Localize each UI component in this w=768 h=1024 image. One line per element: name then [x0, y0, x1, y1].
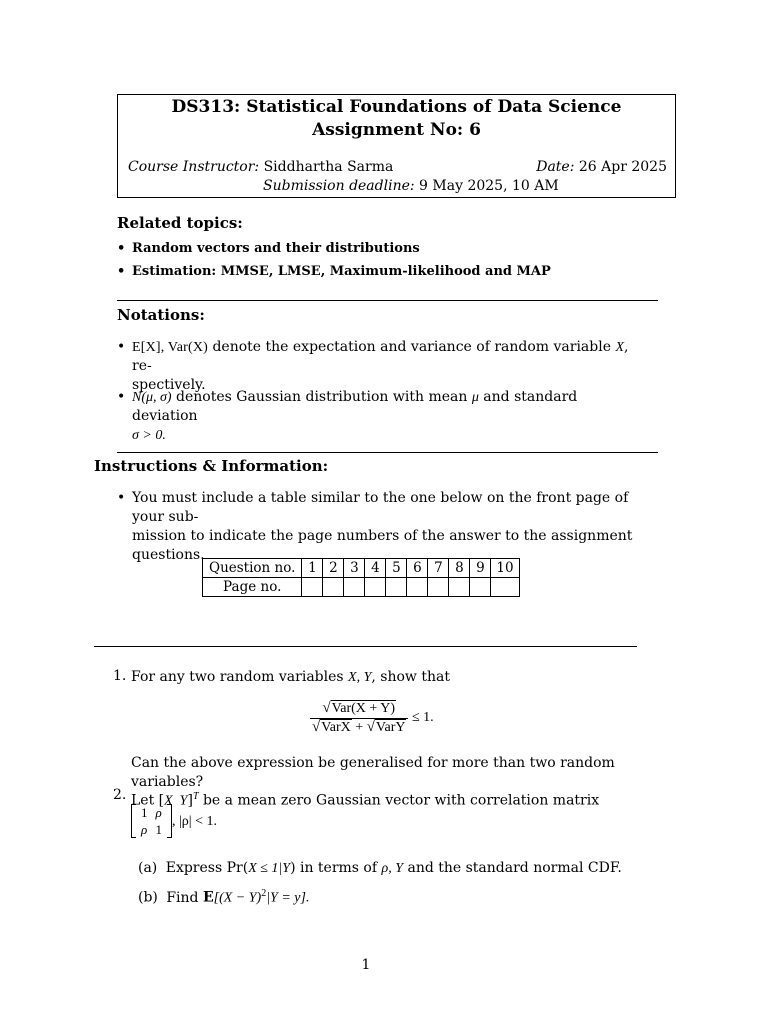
- instructor-label: Course Instructor:: [128, 159, 260, 175]
- table-cell: 10: [491, 559, 519, 578]
- related-topics-title: Related topics:: [117, 214, 243, 232]
- related-item-1: • Random vectors and their distributions: [117, 241, 420, 256]
- table-cell: [428, 578, 449, 597]
- expectation-variance-symbols: E[X], Var(X): [132, 340, 209, 355]
- table-row: [203, 578, 520, 597]
- correlation-matrix-block: 1 ρ ρ 1 , |ρ| < 1.: [131, 804, 217, 838]
- table-cell: [407, 578, 428, 597]
- notations-title: Notations:: [117, 306, 205, 324]
- table-row-header: Page no.: [203, 578, 302, 597]
- divider: [117, 300, 658, 301]
- bullet-icon: •: [117, 264, 126, 279]
- question-1-intro: For any two random variables X, Y, show that: [131, 669, 450, 685]
- instructor-name: Siddhartha Sarma: [263, 159, 394, 175]
- question-2a: (a) Express Pr(X ≤ 1|Y) in terms of ρ, Y and the standard normal CDF.: [138, 860, 622, 876]
- table-row: [203, 559, 520, 578]
- table-cell: 1: [302, 559, 323, 578]
- table-cell: 6: [407, 559, 428, 578]
- table-cell: [344, 578, 365, 597]
- date: [536, 159, 667, 175]
- notation-item-1: • E[X], Var(X) denote the expectation and variance of random variable X, re- spectively.: [117, 339, 629, 393]
- deadline-value: 9 May 2025, 10 AM: [419, 178, 559, 194]
- related-item-2: • Estimation: MMSE, LMSE, Maximum-likelihood and MAP: [117, 264, 551, 279]
- question-1-number: 1.: [113, 668, 127, 684]
- bullet-icon: •: [117, 389, 126, 405]
- question-2-intro: Let [X Y]$^T$ be a mean zero Gaussian vector with correlation matrix: [131, 791, 600, 809]
- table-cell: 8: [449, 559, 470, 578]
- divider: [117, 452, 658, 453]
- table-row-header: Question no.: [203, 559, 302, 578]
- question-2-number: 2.: [113, 787, 127, 803]
- instructions-title: Instructions & Information:: [94, 457, 329, 475]
- table-cell: 9: [470, 559, 491, 578]
- table-cell: 3: [344, 559, 365, 578]
- question-2b: (b) Find $E[(X - Y)^2|Y = y]$.: [138, 888, 310, 906]
- deadline-label: Submission deadline:: [263, 178, 415, 194]
- table-cell: 4: [365, 559, 386, 578]
- bullet-icon: •: [117, 339, 126, 355]
- date-value: 26 Apr 2025: [578, 159, 667, 175]
- table-cell: [302, 578, 323, 597]
- course-title: DS313: Statistical Foundations of Data Science: [171, 97, 622, 117]
- correlation-matrix: 1 ρ ρ 1: [131, 804, 172, 838]
- table-cell: 5: [386, 559, 407, 578]
- question-1-followup: Can the above expression be generalised for more than two random variables?: [131, 755, 615, 790]
- table-cell: [386, 578, 407, 597]
- gaussian-symbol: N(μ, σ): [132, 390, 172, 405]
- divider: [94, 646, 637, 647]
- table-cell: [470, 578, 491, 597]
- fraction: $\frac{\text{√Var(X + Y)}}{\text{√VarX + √VarY}}$: [310, 700, 408, 736]
- table-cell: 2: [323, 559, 344, 578]
- table-cell: 7: [428, 559, 449, 578]
- instructor: [128, 159, 393, 175]
- question-1-equation: $\frac{\text{√Var(X + Y)}}{\text{√VarX + √VarY}}$ ≤ 1.: [312, 700, 434, 735]
- header-box: [117, 94, 676, 198]
- assignment-number: Assignment No: 6: [312, 120, 481, 140]
- table-cell: [491, 578, 519, 597]
- bullet-icon: •: [117, 241, 126, 256]
- page-number-table: [202, 558, 520, 597]
- bullet-icon: •: [117, 490, 126, 506]
- page-number: 1: [361, 957, 371, 973]
- table-cell: [323, 578, 344, 597]
- instruction-item-1: • You must include a table similar to the one below on the front page of your sub- mission to indicate the page numbers of the answer to the assignment questions.: [117, 490, 633, 563]
- notation-item-2: • N(μ, σ) denotes Gaussian distribution with mean μ and standard deviation σ > 0.: [117, 389, 578, 443]
- table-cell: [365, 578, 386, 597]
- date-label: Date:: [536, 159, 575, 175]
- deadline: [263, 178, 559, 194]
- table-cell: [449, 578, 470, 597]
